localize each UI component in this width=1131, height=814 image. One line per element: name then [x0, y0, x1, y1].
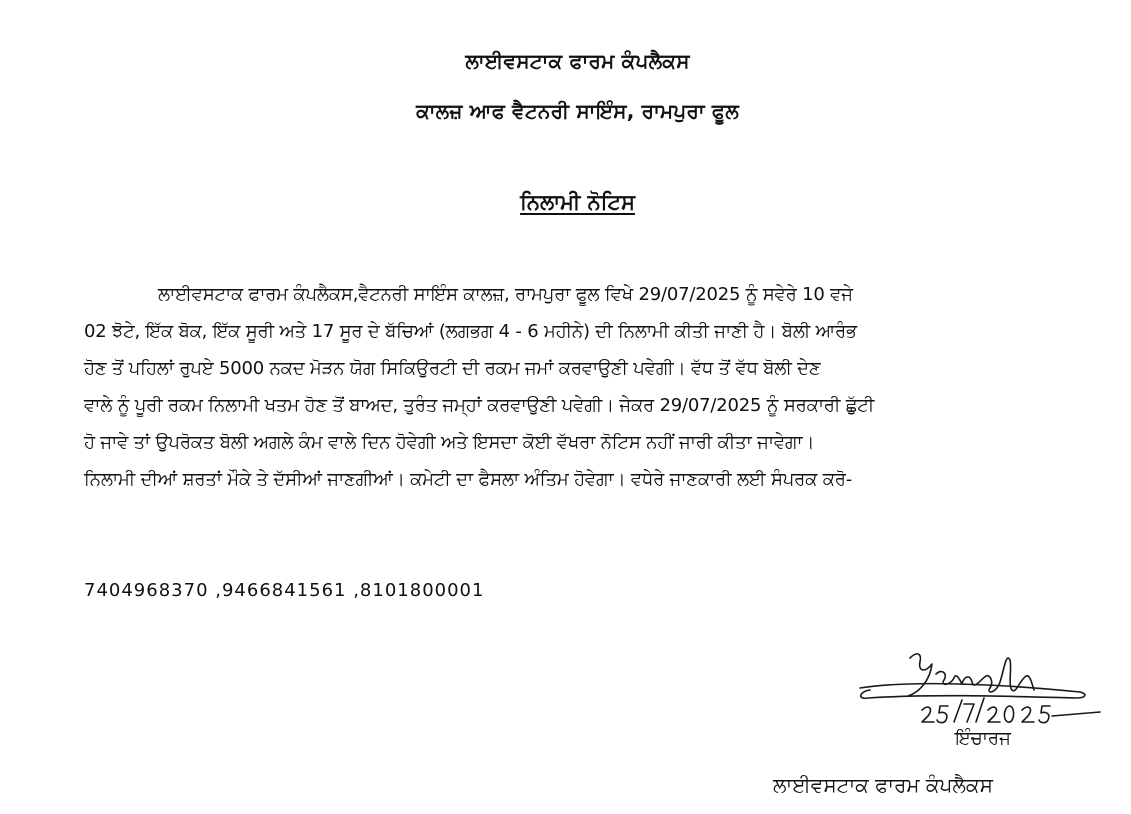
college-title: ਕਾਲਜ਼ ਆਫ ਵੈਟਨਰੀ ਸਾਇੰਸ, ਰਾਮਪੁਰਾ ਫੂਲ: [416, 99, 739, 123]
body-line: ਵਾਲੇ ਨੂੰ ਪੂਰੀ ਰਕਮ ਨਿਲਾਮੀ ਖਤਮ ਹੋਣ ਤੋਂ ਬਾਅਦ, ਤੁਰੰਤ ਜਮ੍ਹਾਂ ਕਰਵਾਉਣੀ ਪਵੇਗੀ। ਜੇਕਰ 29/07/2025 ਨੂੰ ਸਰਕਾਰੀ ਛੁੱਟੀ: [84, 395, 875, 416]
body-line: 02 ਝੋਟੇ, ਇੱਕ ਬੋਕ, ਇੱਕ ਸੂਰੀ ਅਤੇ 17 ਸੂਰ ਦੇ ਬੱਚਿਆਂ (ਲਗਭਗ 4 - 6 ਮਹੀਨੇ) ਦੀ ਨਿਲਾਮੀ ਕੀਤੀ ਜਾਣੀ ਹੈ। ਬੋਲੀ ਆਰੰਭ: [84, 321, 857, 342]
body-line: ਲਾਈਵਸਟਾਕ ਫਾਰਮ ਕੰਪਲੈਕਸ,ਵੈਟਨਰੀ ਸਾਇੰਸ ਕਾਲਜ਼, ਰਾਮਪੁਰਾ ਫੂਲ ਵਿਖੇ 29/07/2025 ਨੂੰ ਸਵੇਰੇ 10 ਵਜੇ: [158, 284, 853, 305]
body-line: ਨਿਲਾਮੀ ਦੀਆਂ ਸ਼ਰਤਾਂ ਮੌਕੇ ਤੇ ਦੱਸੀਆਂ ਜਾਣਗੀਆਂ। ਕਮੇਟੀ ਦਾ ਫੈਸਲਾ ਅੰਤਿਮ ਹੋਵੇਗਾ। ਵਧੇਰੇ ਜਾਣਕਾਰੀ ਲਈ ਸੰਪਰਕ ਕਰੋ-: [84, 469, 853, 490]
organization-title: ਲਾਈਵਸਟਾਕ ਫਾਰਮ ਕੰਪਲੈਕਸ: [465, 49, 690, 73]
notice-heading: ਨਿਲਾਮੀ ਨੋਟਿਸ: [520, 190, 635, 214]
body-line: ਹੋਣ ਤੋਂ ਪਹਿਲਾਂ ਰੁਪਏ 5000 ਨਕਦ ਮੋੜਨ ਯੋਗ ਸਿਕਿਉਰਟੀ ਦੀ ਰਕਮ ਜਮਾਂ ਕਰਵਾਉਣੀ ਪਵੇਗੀ। ਵੱਧ ਤੋਂ ਵੱਧ ਬੋਲੀ ਦੇਣ: [84, 358, 821, 379]
contact-numbers: 7404968370 ,9466841561 ,8101800001: [84, 580, 485, 601]
body-line: ਹੋ ਜਾਵੇ ਤਾਂ ਉਪਰੋਕਤ ਬੋਲੀ ਅਗਲੇ ਕੰਮ ਵਾਲੇ ਦਿਨ ਹੋਵੇਗੀ ਅਤੇ ਇਸਦਾ ਕੋਈ ਵੱਖਰਾ ਨੋਟਿਸ ਨਹੀਂ ਜਾਰੀ ਕੀਤਾ ਜਾਵੇਗਾ।: [84, 432, 815, 453]
notice-body: [84, 282, 1034, 504]
signatory-designation: ਇੰਚਾਰਜ: [955, 728, 1011, 749]
footer-organization: ਲਾਈਵਸਟਾਕ ਫਾਰਮ ਕੰਪਲੈਕਸ: [773, 773, 993, 797]
